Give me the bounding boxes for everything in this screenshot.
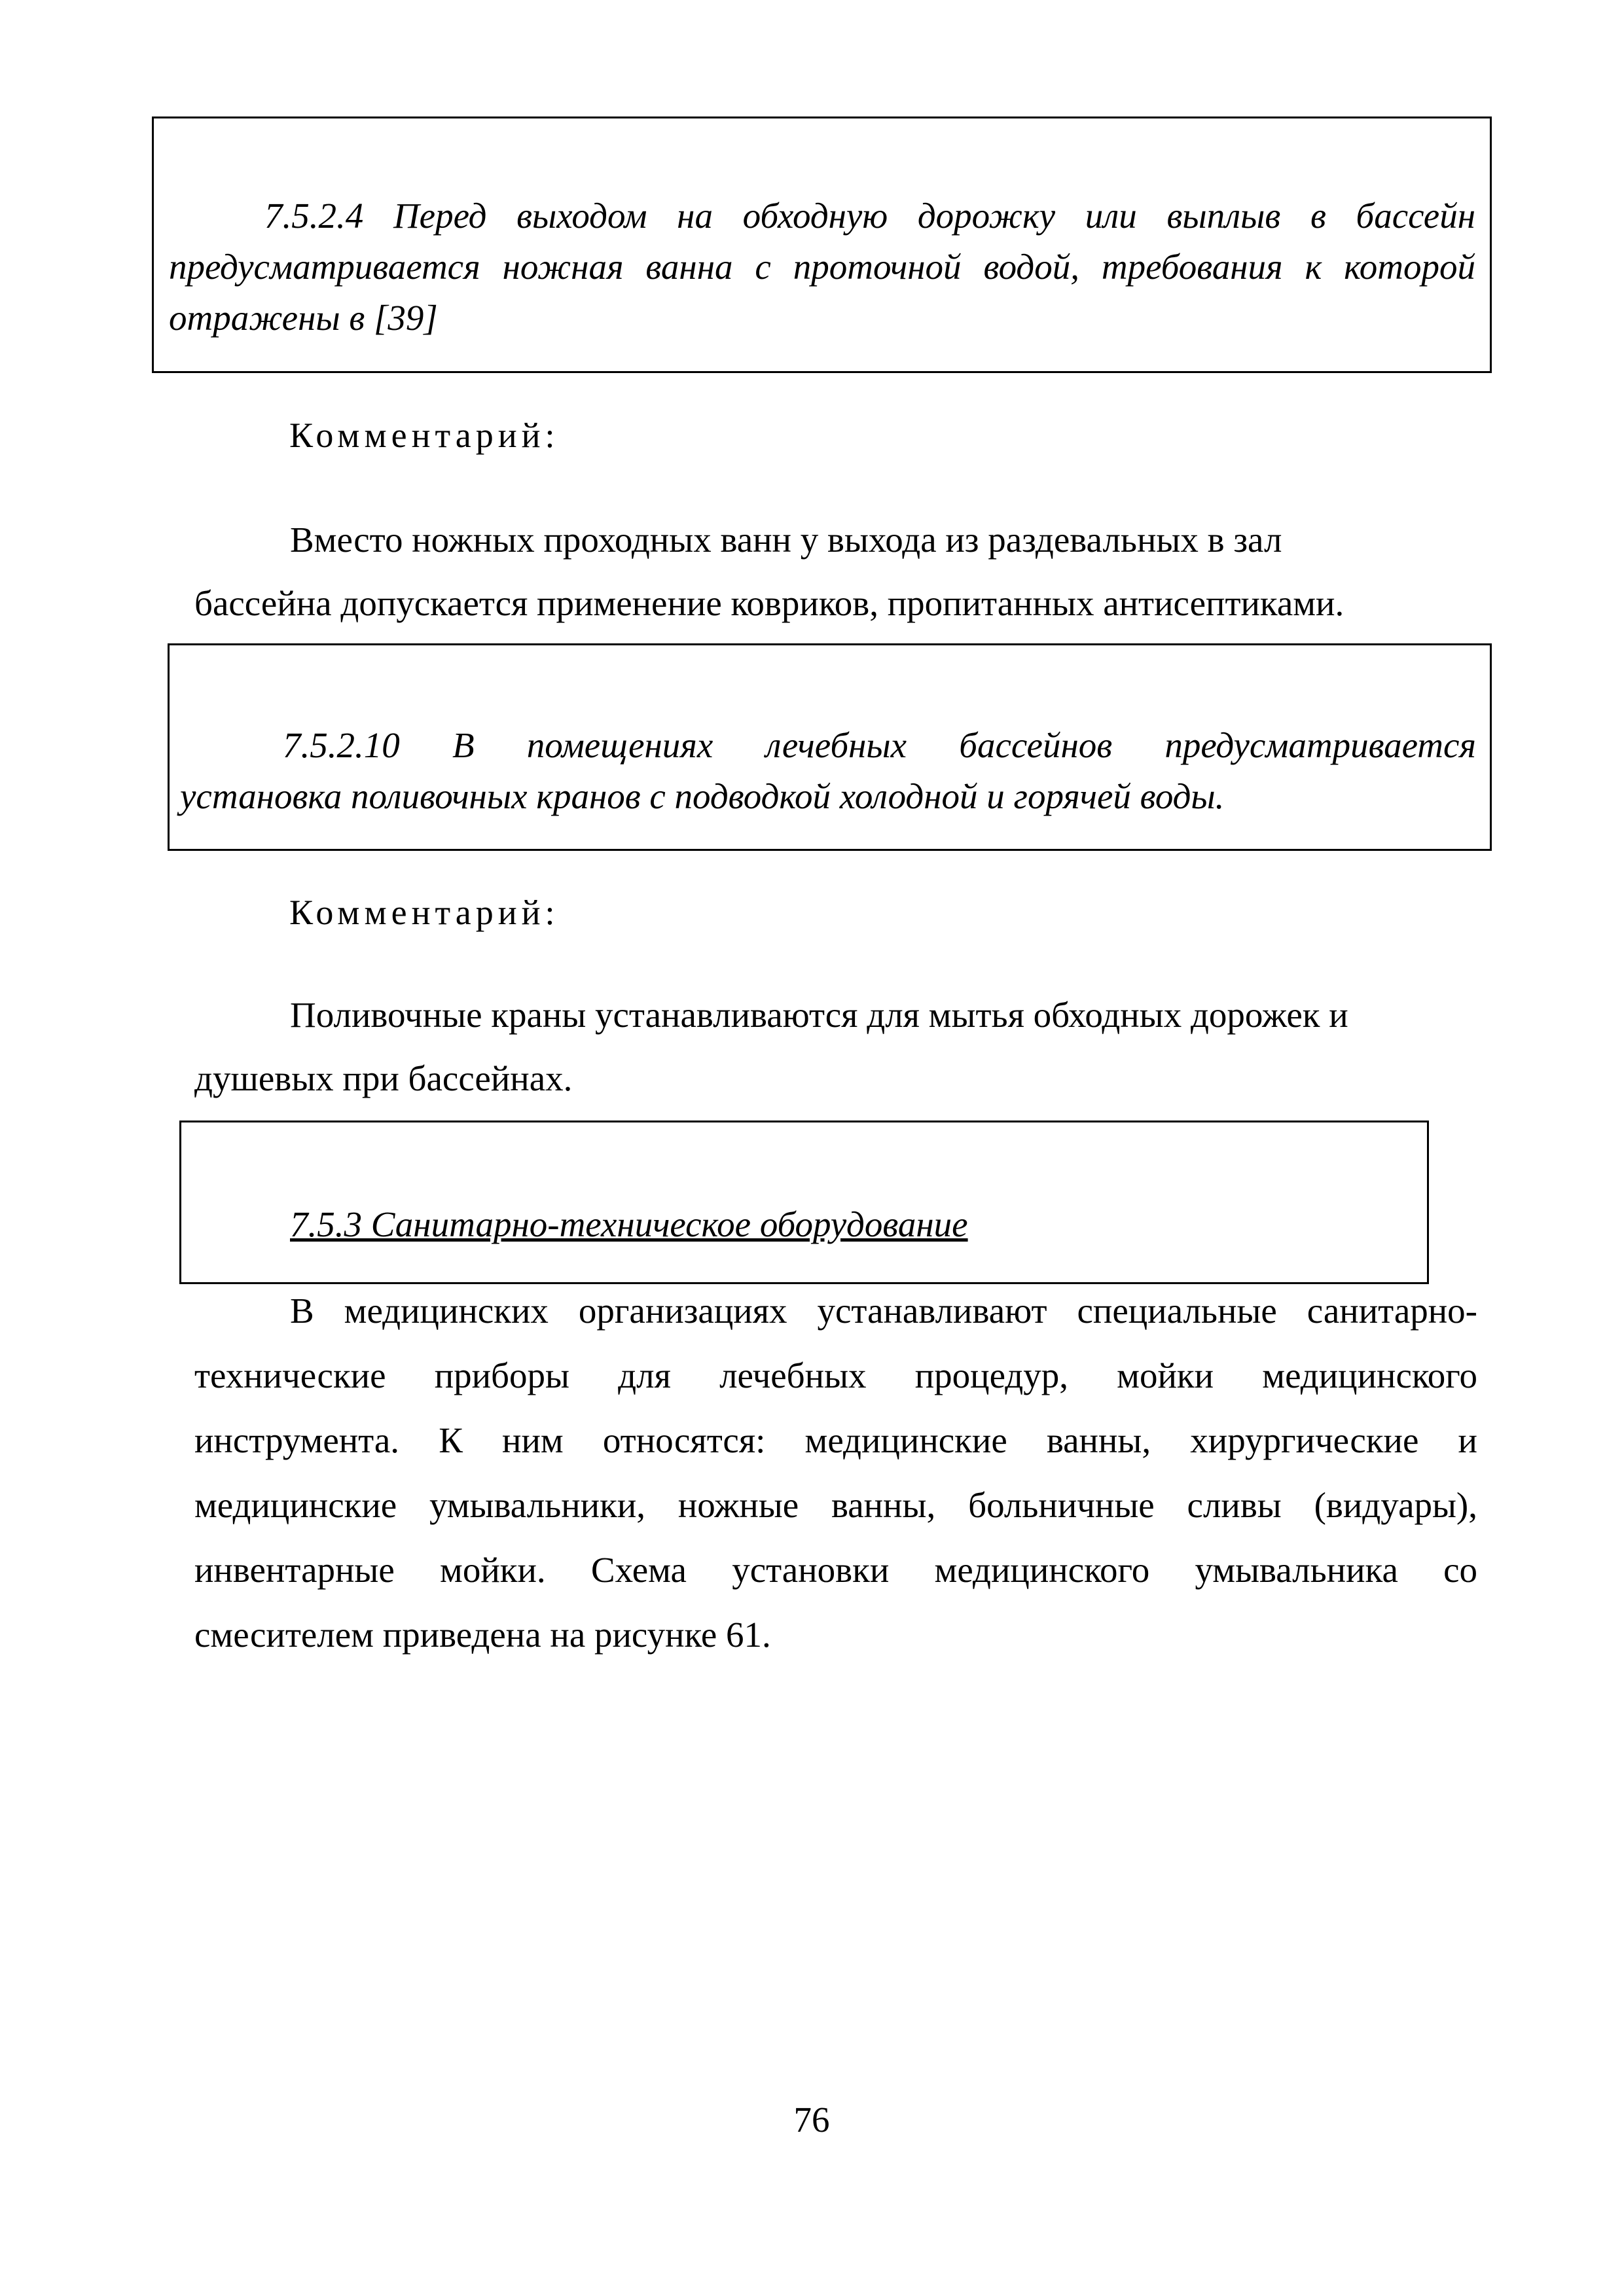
paragraph-line: технические приборы для лечебных процедур, мойки медицинского [194,1355,1477,1395]
paragraph-line: В медицинских организациях устанавливают специальные санитарно- [290,1291,1477,1331]
paragraph-line: смесителем приведена на рисунке 61. [194,1615,771,1655]
norm-line: установка поливочных кранов с подводкой холодной и горячей воды. [180,776,1225,816]
paragraph-line: Вместо ножных проходных ванн у выхода из раздевальных в зал [290,520,1282,560]
section-heading: 7.5.3 Санитарно-техническое оборудование [290,1204,968,1244]
page-number: 76 [793,2100,830,2140]
paragraph-line: инструмента. К ним относятся: медицинские ванны, хирургические и [194,1420,1477,1460]
paragraph-line: Поливочные краны устанавливаются для мытья обходных дорожек и [290,995,1348,1035]
norm-line: 7.5.2.4 Перед выходом на обходную дорожку или выплыв в бассейн [264,196,1475,236]
paragraph-line: инвентарные мойки. Схема установки медицинского умывальника со [194,1550,1477,1590]
norm-text-7-5-2-4 [169,190,1475,344]
comment-label: Комментарий: [289,893,560,932]
norm-line: 7.5.2.10 В помещениях лечебных бассейнов предусматривается [283,725,1476,765]
norm-text-7-5-2-10 [180,720,1476,822]
norm-line: предусматривается ножная ванна с проточной водой, требования к которой [169,247,1475,287]
norm-line: отражены в [39] [169,298,438,338]
comment-label: Комментарий: [289,416,560,455]
comment-paragraph [194,983,1477,1110]
comment-paragraph [194,508,1477,635]
paragraph-line: бассейна допускается применение ковриков, пропитанных антисептиками. [194,583,1344,623]
paragraph-line: душевых при бассейнах. [194,1058,573,1098]
body-paragraph [194,1278,1477,1667]
paragraph-line: медицинские умывальники, ножные ванны, больничные сливы (видуары), [194,1485,1477,1525]
